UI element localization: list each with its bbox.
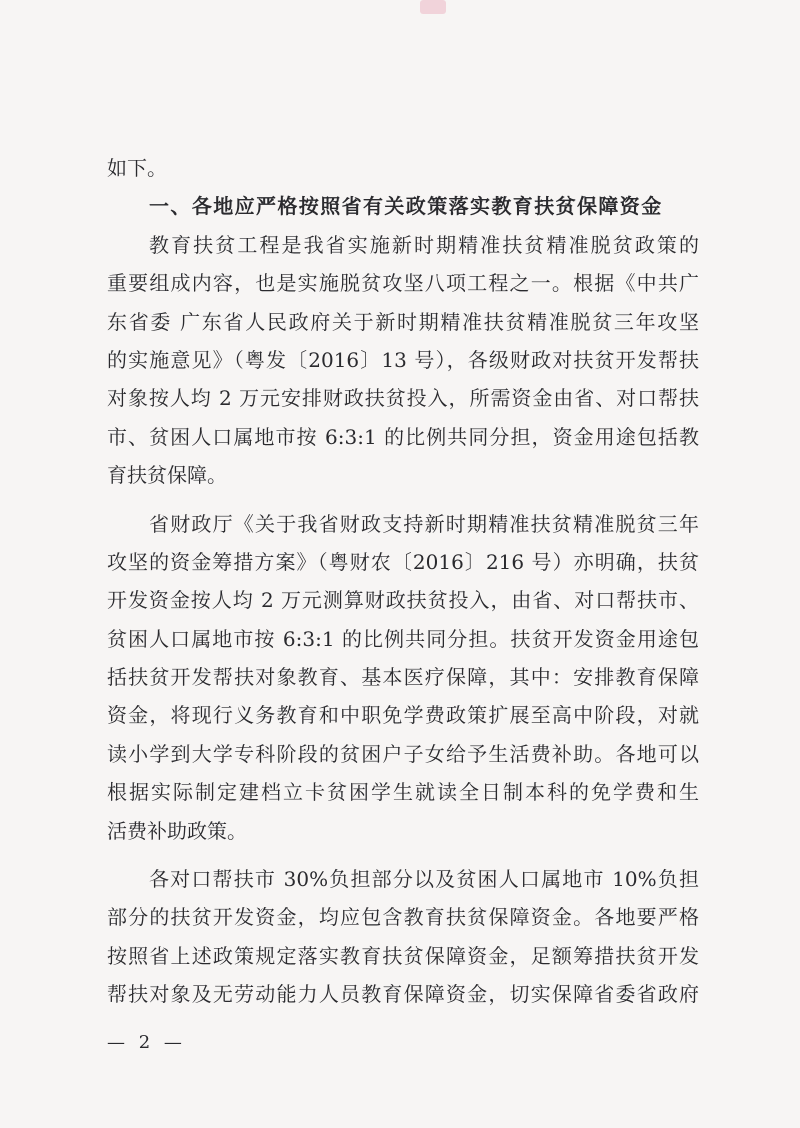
text-line: 教育扶贫工程是我省实施新时期精准扶贫精准脱贫政策的 bbox=[149, 232, 699, 257]
text-line: 省财政厅《关于我省财政支持新时期精准扶贫精准脱贫三年 bbox=[149, 511, 699, 536]
document-body bbox=[107, 149, 699, 1014]
text-line: 市、贫困人口属地市按 6:3:1 的比例共同分担，资金用途包括教 bbox=[107, 424, 699, 449]
text-line: 贫困人口属地市按 6:3:1 的比例共同分担。扶贫开发资金用途包 bbox=[107, 626, 699, 651]
paragraph-3 bbox=[107, 860, 699, 1014]
paragraph-2 bbox=[107, 505, 699, 851]
text-line: 按照省上述政策规定落实教育扶贫保障资金，足额筹措扶贫开发 bbox=[107, 943, 699, 968]
text-line: 攻坚的资金筹措方案》（粤财农〔2016〕216 号）亦明确，扶贫 bbox=[107, 549, 699, 574]
text-line: 括扶贫开发帮扶对象教育、基本医疗保障，其中：安排教育保障 bbox=[107, 665, 699, 690]
intro-line: 如下。 bbox=[107, 156, 167, 180]
page-number: — 2 — bbox=[107, 1032, 186, 1053]
text-line: 东省委 广东省人民政府关于新时期精准扶贫精准脱贫三年攻坚 bbox=[107, 309, 699, 334]
text-line: 育扶贫保障。 bbox=[107, 463, 227, 488]
section-heading: 一、各地应严格按照省有关政策落实教育扶贫保障资金 bbox=[149, 194, 663, 219]
text-line: 读小学到大学专科阶段的贫困户子女给予生活费补助。各地可以 bbox=[107, 741, 699, 766]
paragraph-1 bbox=[107, 226, 699, 495]
text-line: 对象按人均 2 万元安排财政扶贫投入，所需资金由省、对口帮扶 bbox=[107, 386, 699, 411]
text-line: 部分的扶贫开发资金，均应包含教育扶贫保障资金。各地要严格 bbox=[107, 905, 699, 930]
text-line: 各对口帮扶市 30%负担部分以及贫困人口属地市 10%负担 bbox=[149, 867, 699, 892]
text-line: 重要组成内容，也是实施脱贫攻坚八项工程之一。根据《中共广 bbox=[107, 271, 699, 296]
text-line: 资金，将现行义务教育和中职免学费政策扩展至高中阶段，对就 bbox=[107, 703, 699, 728]
stamp-bleed-mark bbox=[420, 0, 446, 14]
text-line: 根据实际制定建档立卡贫困学生就读全日制本科的免学费和生 bbox=[107, 780, 699, 805]
text-line: 的实施意见》（粤发〔2016〕13 号），各级财政对扶贫开发帮扶 bbox=[107, 347, 699, 372]
text-line: 活费补助政策。 bbox=[107, 818, 247, 843]
text-line: 开发资金按人均 2 万元测算财政扶贫投入，由省、对口帮扶市、 bbox=[107, 588, 699, 613]
text-line: 帮扶对象及无劳动能力人员教育保障资金，切实保障省委省政府 bbox=[107, 982, 699, 1007]
